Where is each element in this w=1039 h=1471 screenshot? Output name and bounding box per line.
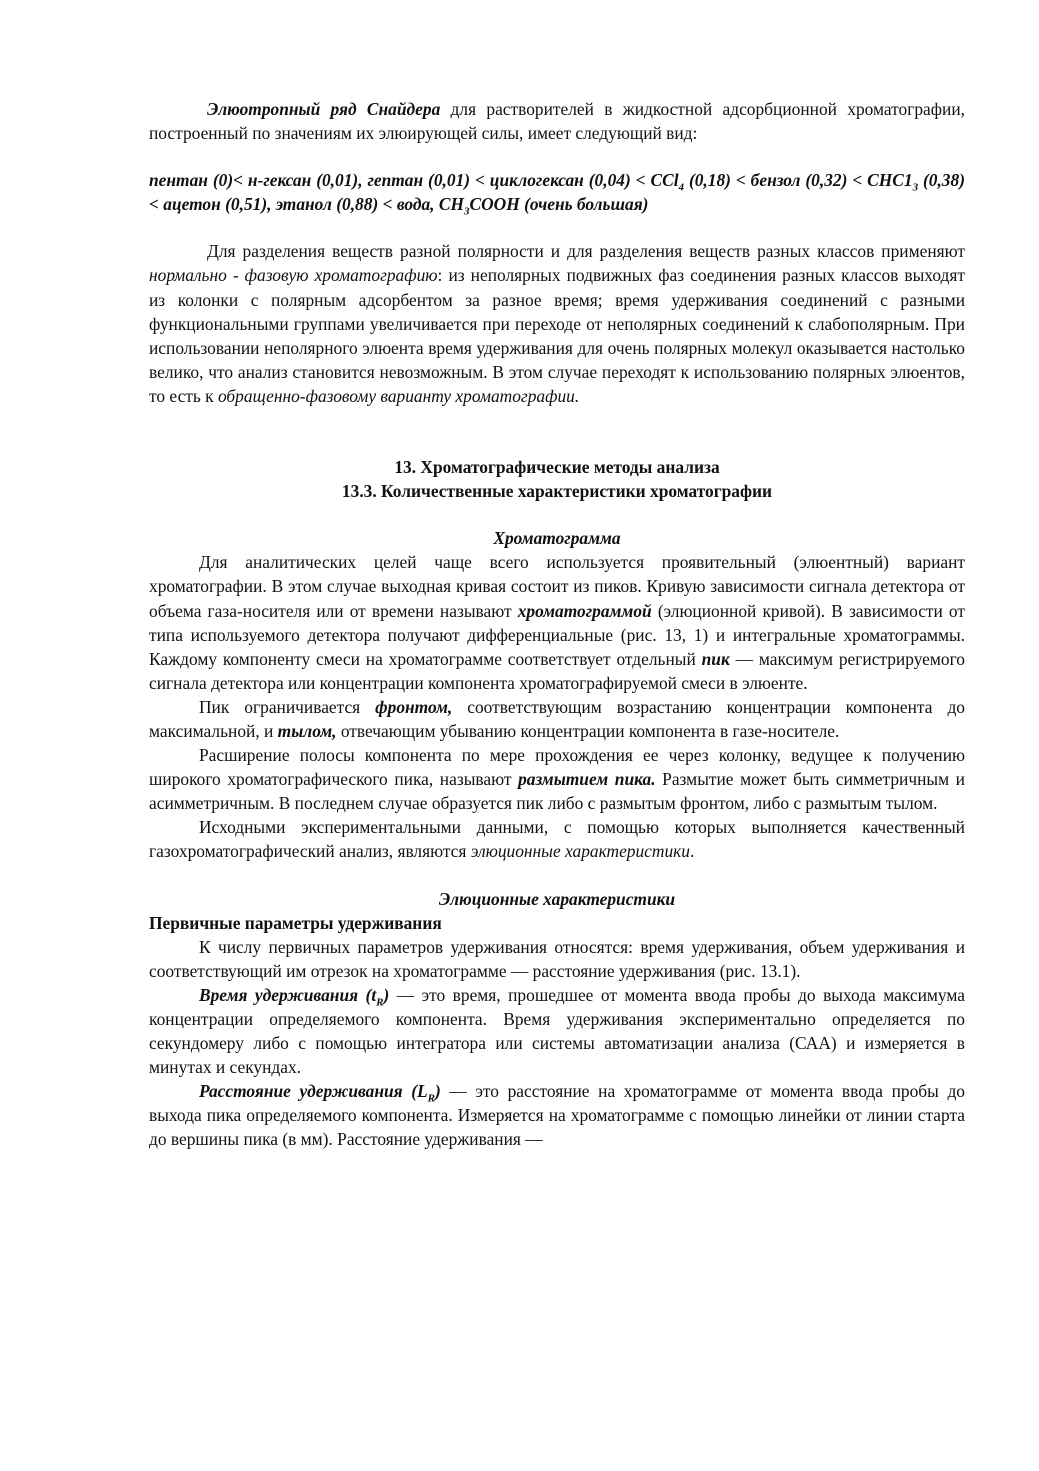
peak-text-1: Пик ограничивается xyxy=(199,696,376,717)
chapter-heading: 13. Хроматографические методы анализа xyxy=(394,457,720,478)
series-part-b: (0,18) < бензол (0,32) < CHC1 xyxy=(684,170,913,191)
peak-text-2: соответствующим возрастанию концентрации компонента до максимальной, и xyxy=(149,696,965,741)
section-heading: 13.3. Количественные характеристики хроматографии xyxy=(341,481,773,502)
rd-term-a: Расстояние удерживания (L xyxy=(199,1081,428,1102)
broad-text-2: Размытие может быть симметричным и асимметричным. В последнем случае образуется пик либо с размытым фронтом, либо с размытым тылом. xyxy=(149,769,965,814)
document-page xyxy=(149,97,965,1152)
retention-time-paragraph xyxy=(149,983,965,1079)
rt-term-end: ) xyxy=(383,984,390,1005)
rt-term-a: Время удерживания (t xyxy=(199,984,377,1005)
chr-text-1: Для аналитических целей чаще всего используется проявительный (элюентный) вариант хроматографии. В этом случае выходная кривая состоит из пиков. Кривую зависимости сигнала детектора от объема газа-носителя или от времени называют xyxy=(149,552,965,621)
snyder-term: Элюотропный ряд Снайдера xyxy=(207,99,441,119)
chr-term-1: хроматограммой xyxy=(517,600,652,621)
init-text-1: Исходными экспериментальными данными, с помощью которых выполняется качественный газохроматографический анализ, являются xyxy=(149,817,965,862)
retention-distance-term xyxy=(199,1081,441,1105)
peak-term-1: фронтом, xyxy=(375,696,453,717)
series-part-a: пентан (0)< н-гексан (0,01), гептан (0,01) < циклогексан (0,04) < CCl xyxy=(149,170,679,191)
prim-text-1: К числу первичных параметров удерживания относятся: время удерживания, объем удерживания и соответствующий им отрезок на хроматограмме — расстояние удерживания (рис. 13.1). xyxy=(149,936,965,981)
chr-text-3: — максимум регистрируемого сигнала детектора или концентрации компонента хроматографируемой смеси в элюенте. xyxy=(149,648,965,693)
retention-time-term xyxy=(199,984,390,1009)
snyder-text: для растворителей в жидкостной адсорбционной хроматографии, построенный по значениям их элюирующей силы, имеет следующий вид: xyxy=(149,99,965,144)
series-sub-b: 3 xyxy=(912,181,919,194)
rt-term-sub: R xyxy=(376,996,384,1009)
broad-text-1: Расширение полосы компонента по мере прохождения ее через колонку, ведущее к получению широкого хроматографического пика, называют xyxy=(149,745,965,790)
peak-paragraph xyxy=(149,695,965,743)
series-sub-c: 3 xyxy=(464,205,470,218)
rd-term-sub: R xyxy=(427,1092,436,1105)
np-text-2: : из неполярных подвижных фаз соединения разных классов выходят из колонки с полярным адсорбентом за разное время; время удерживания соединений с разными функциональными группами увеличивается при переходе от неполярных соединений к слабополярным. При использовании неполярного элюента время удерживания для очень полярных молекул оказывается настолько велико, что анализ становится невозможным. В этом случае переходят к использованию полярных элюентов, то есть к xyxy=(149,265,965,406)
broadening-paragraph xyxy=(149,743,965,815)
broad-term-1: размытием пика. xyxy=(518,769,656,790)
np-text-1: Для разделения веществ разной полярности и для разделения веществ разных классов применяют xyxy=(207,241,965,262)
series-part-d: COOH (очень большая) xyxy=(469,194,649,215)
series-sub-a: 4 xyxy=(678,181,685,194)
rd-text-1: — это расстояние на хроматограмме от момента ввода пробы до выхода пика определяемого компонента. Измеряется на хроматограмме с помощью линейки от линии старта до вершины пика (в мм). Расстояние удерживания — xyxy=(149,1081,965,1150)
chr-term-2: пик xyxy=(701,648,730,669)
peak-term-2: тылом, xyxy=(277,720,337,741)
init-text-2: . xyxy=(689,841,695,862)
np-italic-1: нормально - фазовую хроматографию xyxy=(149,265,438,286)
rd-term-end: ) xyxy=(435,1081,441,1102)
chromatogram-heading: Хроматограмма xyxy=(493,528,621,549)
init-italic-1: элюционные характеристики xyxy=(470,841,690,862)
eluotropic-series xyxy=(149,168,965,216)
series-part-c: (0,38) < ацетон (0,51), этанол (0,88) < вода, CH xyxy=(149,170,965,215)
retention-distance-paragraph xyxy=(149,1079,965,1151)
rt-text-1: — это время, прошедшее от момента ввода пробы до выхода максимума концентрации определяемого компонента. Время удерживания экспериментально определяется по секундомеру либо с помощью интегратора или системы автоматизации анализа (САА) и измеряется в минутах и секундах. xyxy=(149,984,965,1078)
chr-text-2: (элюционной кривой). В зависимости от типа используемого детектора получают дифференциальные (рис. 13, 1) и интегральные хроматограммы. Каждому компоненту смеси на хроматограмме соответствует отдельный xyxy=(149,600,965,669)
initial-data-paragraph xyxy=(149,815,965,863)
primary-params-heading: Первичные параметры удерживания xyxy=(149,912,442,933)
primary-params-paragraph xyxy=(149,935,965,983)
normal-phase-paragraph xyxy=(149,239,965,408)
chromatogram-paragraph xyxy=(149,550,965,695)
np-italic-2: обращенно-фазовому варианту хроматографии. xyxy=(217,385,580,406)
elution-heading: Элюционные характеристики xyxy=(438,888,676,909)
peak-text-3: отвечающим убыванию концентрации компонента в газе-носителе. xyxy=(336,720,840,741)
snyder-paragraph xyxy=(149,97,965,145)
